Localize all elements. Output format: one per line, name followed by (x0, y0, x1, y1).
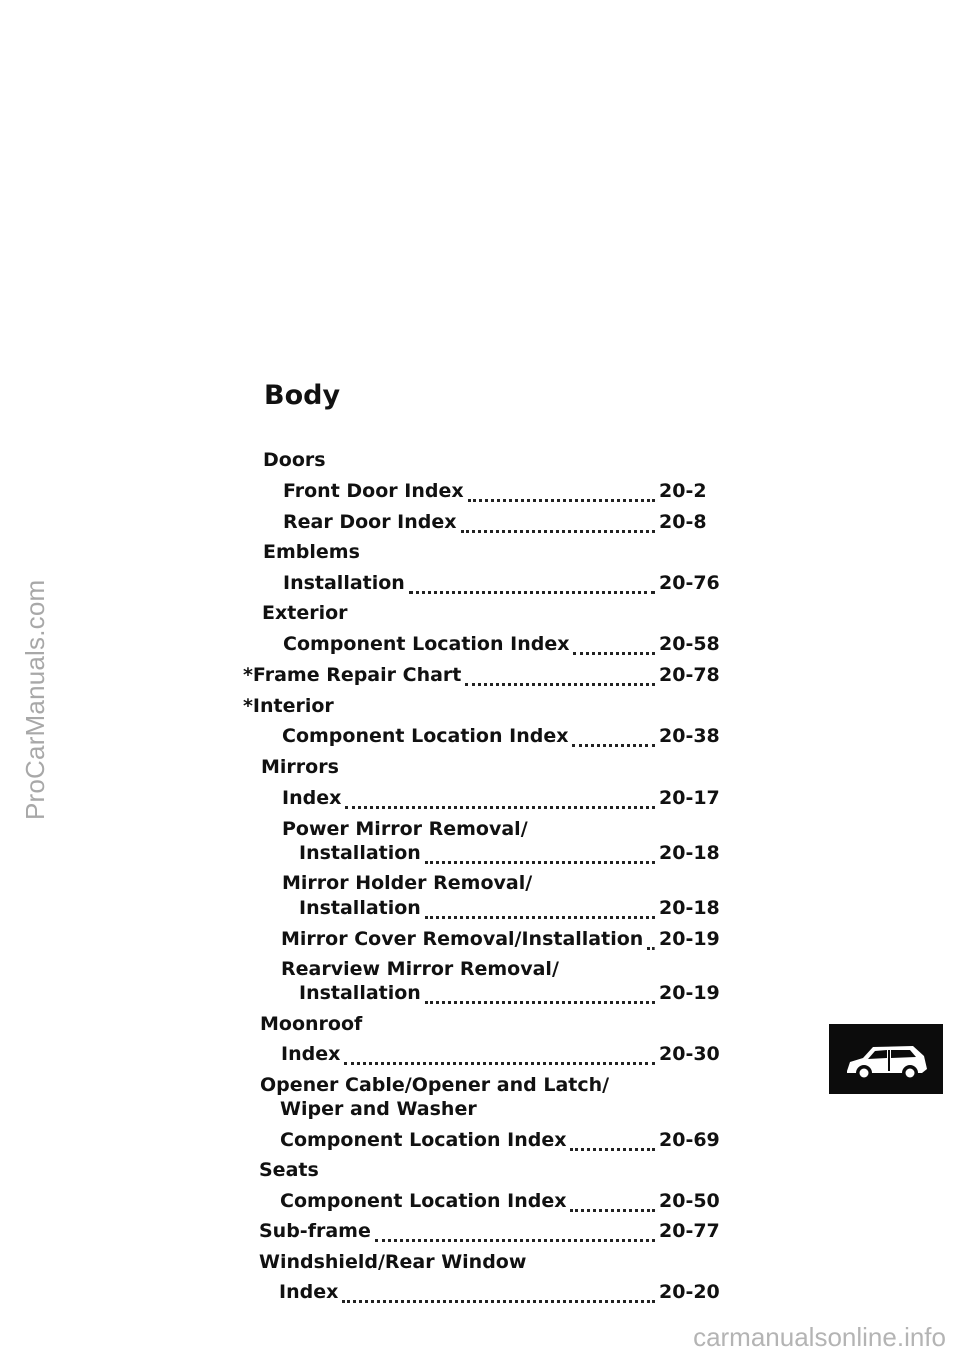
toc-page: 20-50 (659, 1190, 720, 1212)
toc-entry-seats-component-location[interactable] (280, 1190, 720, 1212)
dot-leader (570, 1132, 655, 1151)
toc-entry-front-door-index[interactable] (283, 480, 715, 502)
toc-entry-windshield-index[interactable] (279, 1281, 720, 1303)
toc-entry-rear-door-index[interactable] (283, 511, 715, 533)
toc-page: 20-8 (659, 511, 707, 533)
toc-label: Installation (283, 572, 405, 594)
toc-entry-power-mirror-line1: Power Mirror Removal/ (282, 818, 528, 840)
dot-leader (375, 1223, 655, 1242)
dot-leader (461, 514, 655, 533)
toc-entry-mirror-cover[interactable] (281, 928, 720, 950)
toc-entry-frame-repair-chart[interactable] (243, 664, 720, 686)
section-opener-line1: Opener Cable/Opener and Latch/ (260, 1074, 610, 1096)
toc-entry-interior-component-location[interactable] (282, 725, 720, 747)
dot-leader (647, 931, 655, 950)
toc-entry-sub-frame[interactable] (259, 1220, 720, 1242)
dot-leader (570, 1193, 655, 1212)
toc-entry-mirrors-index[interactable] (282, 787, 720, 809)
toc-page: 20-77 (659, 1220, 720, 1242)
dot-leader (344, 1046, 655, 1065)
toc-page: 20-69 (659, 1129, 720, 1151)
toc-label: *Frame Repair Chart (243, 664, 462, 686)
toc-page: 20-17 (659, 787, 720, 809)
toc-label: Front Door Index (283, 480, 464, 502)
section-seats: Seats (259, 1159, 319, 1181)
toc-entry-mirror-holder-installation[interactable] (299, 897, 720, 919)
section-thumb-tab[interactable] (829, 1024, 943, 1094)
carmanualsonline-watermark: carmanualsonline.info (693, 1322, 946, 1352)
toc-entry-emblems-installation[interactable] (283, 572, 720, 594)
section-doors: Doors (263, 449, 326, 471)
toc-label: Installation (299, 842, 421, 864)
section-opener-line2: Wiper and Washer (280, 1098, 477, 1120)
toc-entry-moonroof-index[interactable] (281, 1043, 720, 1065)
toc-label: Component Location Index (280, 1190, 567, 1212)
toc-page: 20-2 (659, 480, 707, 502)
toc-entry-mirror-holder-line1: Mirror Holder Removal/ (282, 872, 533, 894)
toc-page: 20-78 (659, 664, 720, 686)
section-mirrors: Mirrors (261, 756, 339, 778)
page-title: Body (264, 380, 341, 411)
toc-label: Installation (299, 982, 421, 1004)
toc-entry-rearview-mirror-line1: Rearview Mirror Removal/ (281, 958, 559, 980)
toc-page: 20-76 (659, 572, 720, 594)
toc-entry-exterior-component-location[interactable] (283, 633, 720, 655)
toc-page: 20-19 (659, 982, 720, 1004)
dot-leader (345, 790, 655, 809)
dot-leader (425, 845, 655, 864)
toc-label: Sub-frame (259, 1220, 371, 1242)
toc-label: Component Location Index (283, 633, 570, 655)
dot-leader (342, 1284, 655, 1303)
dot-leader (465, 667, 655, 686)
toc-entry-rearview-mirror-installation[interactable] (299, 982, 720, 1004)
toc-page: 20-30 (659, 1043, 720, 1065)
section-exterior: Exterior (262, 602, 348, 624)
toc-page: 20-38 (659, 725, 720, 747)
toc-label: Installation (299, 897, 421, 919)
toc-page: 20-18 (659, 897, 720, 919)
toc-label: Component Location Index (282, 725, 569, 747)
toc-label: Index (281, 1043, 341, 1065)
section-interior: *Interior (243, 695, 334, 717)
toc-entry-power-mirror-installation[interactable] (299, 842, 720, 864)
section-moonroof: Moonroof (260, 1013, 363, 1035)
toc-label: Index (279, 1281, 339, 1303)
toc-entry-opener-component-location[interactable] (280, 1129, 720, 1151)
dot-leader (468, 483, 655, 502)
toc-page: 20-18 (659, 842, 720, 864)
procarmanuals-watermark: ProCarManuals.com (20, 579, 50, 820)
toc-label: Mirror Cover Removal/Installation (281, 928, 644, 950)
toc-label: Rear Door Index (283, 511, 457, 533)
toc-label: Component Location Index (280, 1129, 567, 1151)
section-windshield: Windshield/Rear Window (259, 1251, 527, 1273)
dot-leader (572, 728, 655, 747)
toc-page: 20-20 (659, 1281, 720, 1303)
toc-label: Index (282, 787, 342, 809)
toc-page: 20-19 (659, 928, 720, 950)
dot-leader (573, 636, 655, 655)
dot-leader (425, 985, 655, 1004)
toc-page: 20-58 (659, 633, 720, 655)
dot-leader (425, 900, 655, 919)
car-icon (829, 1024, 943, 1094)
section-emblems: Emblems (263, 541, 360, 563)
dot-leader (409, 575, 655, 594)
